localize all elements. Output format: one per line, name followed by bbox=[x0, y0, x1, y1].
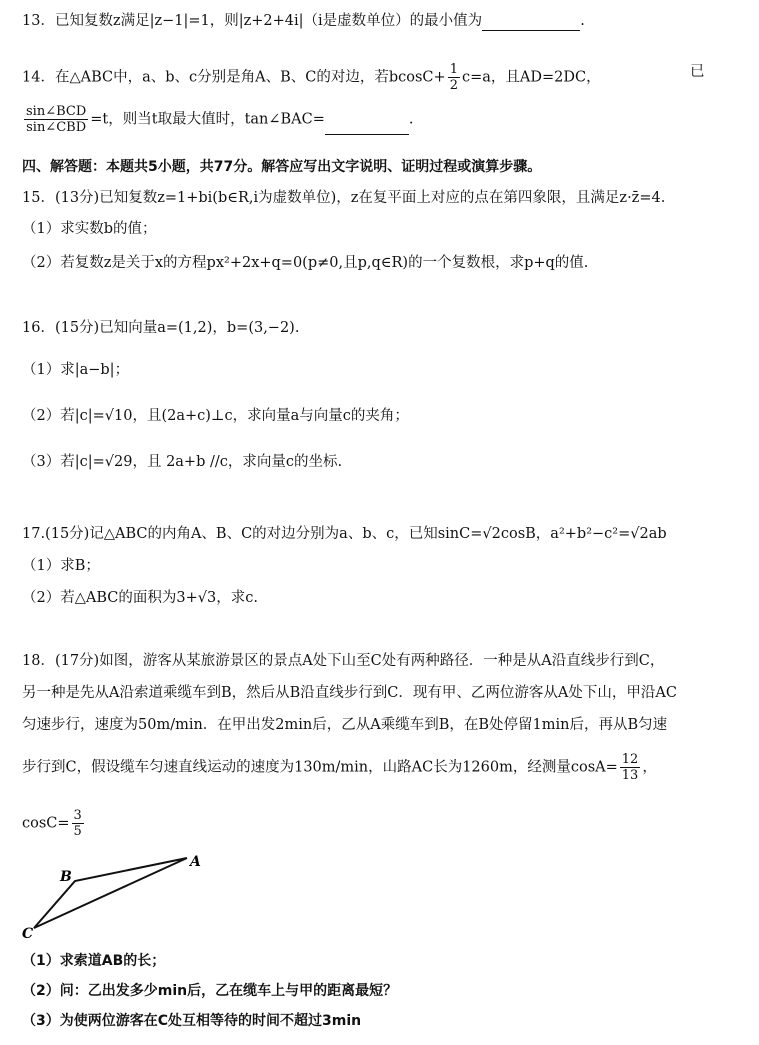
q14-edge-char: 已 bbox=[690, 64, 705, 80]
q14-text-b: c=a，且AD=2DC， bbox=[461, 69, 601, 86]
q13-end: . bbox=[580, 13, 585, 29]
q17-stem: 17.(15分)记△ABC的内角A、B、C的对边分别为a、b、c，已知sinC=√2cosB，a²+b²−c²=√2ab bbox=[22, 526, 667, 542]
q14-sin-den: sin∠CBD bbox=[26, 120, 87, 135]
q18-cosC-label: cosC= bbox=[22, 815, 70, 832]
q18-part2: （2）问：乙出发多少min后，乙在缆车上与甲的距离最短？ bbox=[22, 983, 398, 999]
section-4-heading: 四、解答题：本题共5小题，共77分。解答应写出文字说明、证明过程或演算步骤。 bbox=[22, 159, 542, 175]
q18-cosC-num: 3 bbox=[73, 808, 82, 823]
q18-part1: （1）求索道AB的长； bbox=[22, 953, 166, 969]
q18-part3: （3）为使两位游客在C处互相等待的时间不超过3min bbox=[22, 1013, 362, 1029]
q18-cosC-fraction bbox=[72, 808, 84, 839]
q13-line bbox=[22, 11, 585, 31]
q14-text-a: 14．在△ABC中，a、b、c分别是角A、B、C的对边，若bcosC+ bbox=[22, 69, 446, 86]
q17-part2: （2）若△ABC的面积为3+√3，求c. bbox=[22, 590, 258, 606]
q18-line4-text: 步行到C，假设缆车匀速直线运动的速度为130m/min，山路AC长为1260m，经测量cosA= bbox=[22, 759, 618, 776]
q18-cosA-fraction bbox=[620, 752, 641, 783]
q18-cosC-den: 5 bbox=[73, 824, 82, 839]
q14-text-c: =t，则当t取最大值时，tan∠BAC= bbox=[90, 111, 325, 128]
q17-part1: （1）求B； bbox=[22, 558, 100, 574]
q13-text: 13．已知复数z满足|z−1|=1，则|z+2+4i|（i是虚数单位）的最小值为 bbox=[22, 13, 483, 29]
q18-line4 bbox=[22, 752, 657, 783]
q18-cosC-line bbox=[22, 808, 86, 839]
q14-sin-fraction bbox=[24, 104, 88, 135]
q15-part2: （2）若复数z是关于x的方程px²+2x+q=0(p≠0,且p,q∈R)的一个复数根，求p+q的值. bbox=[22, 255, 589, 271]
q16-part1: （1）求|a−b|； bbox=[22, 362, 130, 378]
q15-stem: 15．(13分)已知复数z=1+bi(b∈R,i为虚数单位)，z在复平面上对应的点在第四象限，且满足z·z̄=4. bbox=[22, 190, 666, 206]
q18-line3: 匀速步行，速度为50m/min．在甲出发2min后，乙从A乘缆车到B，在B处停留1min后，再从B匀速 bbox=[22, 717, 668, 733]
triangle-figure bbox=[18, 848, 218, 943]
q14-frac-den: 2 bbox=[449, 78, 458, 93]
q16-part3: （3）若|c|=√29，且 2a+b //c，求向量c的坐标. bbox=[22, 454, 343, 470]
q14-sin-num: sin∠BCD bbox=[26, 104, 87, 119]
triangle-outline bbox=[34, 858, 187, 928]
q15-part1: （1）求实数b的值； bbox=[22, 221, 157, 237]
q18-line4-end: ， bbox=[642, 759, 657, 776]
q14-fraction bbox=[448, 62, 460, 93]
q14-line1 bbox=[22, 62, 601, 93]
q18-line1: 18．(17分)如图，游客从某旅游景区的景点A处下山至C处有两种路径．一种是从A沿直线步行到C， bbox=[22, 653, 665, 669]
vertex-label-a: A bbox=[190, 854, 201, 870]
q14-frac-num: 1 bbox=[449, 62, 458, 77]
vertex-label-b: B bbox=[60, 869, 72, 885]
q14-answer-blank bbox=[325, 120, 409, 135]
q18-cosA-num: 12 bbox=[621, 752, 639, 767]
q14-line2 bbox=[22, 104, 414, 135]
q16-stem: 16．(15分)已知向量a=(1,2)，b=(3,−2). bbox=[22, 320, 300, 336]
q13-answer-blank bbox=[482, 16, 580, 31]
vertex-label-c: C bbox=[22, 926, 34, 942]
q16-part2: （2）若|c|=√10，且(2a+c)⊥c，求向量a与向量c的夹角； bbox=[22, 408, 409, 424]
q18-cosA-den: 13 bbox=[621, 768, 639, 783]
q18-line2: 另一种是先从A沿索道乘缆车到B，然后从B沿直线步行到C．现有甲、乙两位游客从A处下山，甲沿AC bbox=[22, 685, 677, 701]
q14-end: . bbox=[408, 111, 414, 128]
